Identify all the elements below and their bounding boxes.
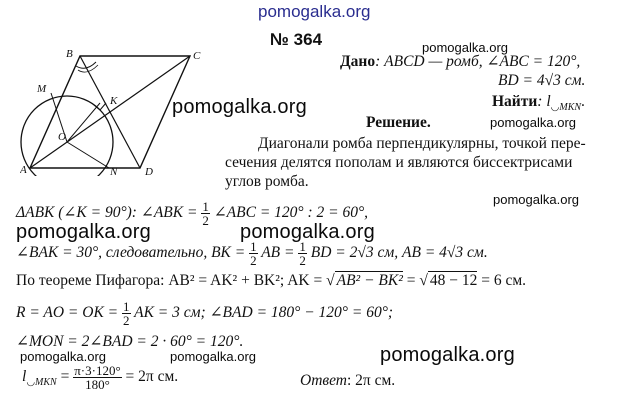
- paragraph-line2: сечения делятся пополам и являются биссектрисами: [225, 154, 573, 171]
- find-end: .: [581, 93, 585, 110]
- eq4-suffix: AK = 3 см; ∠BAD = 180° − 120° = 60°;: [134, 304, 394, 322]
- answer-label: Ответ: [300, 372, 347, 389]
- eq6-sub: ◡MKN: [26, 377, 57, 389]
- watermark-left: pomogalka.org: [16, 221, 151, 243]
- eq2-frac1-num: 1: [250, 239, 257, 254]
- find-line: [492, 93, 585, 113]
- eq4-fraction: [122, 300, 131, 327]
- eq1-suffix: ∠ABC = 120° : 2 = 60°,: [213, 204, 369, 222]
- label-a: A: [20, 164, 27, 176]
- eq1-fraction: [201, 200, 210, 227]
- right-angle-mark: [94, 103, 106, 110]
- eq2-mid: AB =: [261, 244, 295, 262]
- find-label: Найти: [492, 93, 538, 110]
- eq3-sqrt1: AB² − BK²: [336, 272, 403, 289]
- eq1-prefix: ΔABK (∠K = 90°): ∠ABK =: [16, 204, 198, 222]
- diagonal-bd: [80, 56, 140, 168]
- watermark-mid: pomogalka.org: [240, 221, 375, 243]
- segment-on: [67, 142, 109, 168]
- watermark-bottom-left: pomogalka.org: [20, 349, 106, 364]
- watermark-given: pomogalka.org: [422, 40, 508, 55]
- eq3-prefix: По теореме Пифагора: AB² = AK² + BK²; AK =: [16, 272, 323, 289]
- given-line1: [340, 52, 580, 71]
- label-k: K: [110, 95, 118, 107]
- answer-text: : 2π см.: [346, 372, 396, 389]
- eq6-suffix: = 2π см.: [125, 368, 179, 386]
- watermark-solution: pomogalka.org: [490, 115, 576, 130]
- eq6-eq: =: [60, 368, 70, 386]
- equation-4: [16, 300, 393, 327]
- eq6-fraction: [73, 364, 121, 391]
- problem-number: № 364: [270, 30, 323, 49]
- eq2-frac1-den: 2: [250, 253, 257, 268]
- equation-5: ∠MON = 2∠BAD = 2 · 60° = 120°.: [16, 333, 244, 350]
- eq1-frac-num: 1: [202, 199, 209, 214]
- equation-3: [16, 272, 526, 290]
- label-m: M: [37, 83, 47, 95]
- eq2-prefix: ∠BAK = 30°, следовательно, BK =: [16, 244, 246, 262]
- watermark-top: pomogalka.org: [258, 2, 371, 21]
- given-line2: BD = 4√3 см.: [498, 72, 586, 89]
- eq2-frac2-den: 2: [299, 253, 306, 268]
- find-text: : l: [537, 93, 551, 110]
- watermark-bottom-right: pomogalka.org: [380, 344, 515, 366]
- label-b: B: [66, 48, 73, 60]
- equation-6: [22, 364, 178, 391]
- eq3-sqrt2: 48 − 12: [429, 272, 478, 289]
- solution-heading: Решение.: [366, 114, 431, 131]
- label-d: D: [145, 166, 153, 176]
- watermark-bottom-mid: pomogalka.org: [170, 349, 256, 364]
- label-o: O: [58, 131, 66, 143]
- watermark-center: pomogalka.org: [172, 96, 307, 118]
- sqrt-sign-1: √: [326, 272, 335, 289]
- label-n: N: [110, 166, 118, 176]
- eq1-frac-den: 2: [202, 213, 209, 228]
- answer-line: [300, 372, 395, 390]
- eq3-eq: =: [406, 272, 416, 289]
- find-sub: ◡MKN: [550, 102, 582, 114]
- eq4-prefix: R = AO = OK =: [16, 304, 119, 322]
- given-label: Дано: [340, 53, 376, 70]
- eq2-fraction-2: [298, 240, 307, 267]
- given-text1: : ABCD — ромб, ∠ABC = 120°,: [375, 53, 581, 70]
- eq4-frac-den: 2: [123, 313, 130, 328]
- watermark-paragraph: pomogalka.org: [493, 192, 579, 207]
- eq4-frac-num: 1: [123, 299, 130, 314]
- paragraph-line3: углов ромба.: [225, 173, 309, 190]
- eq2-suffix: BD = 2√3 см, AB = 4√3 см.: [310, 244, 488, 262]
- eq6-l: l: [22, 368, 27, 386]
- label-c: C: [193, 50, 201, 62]
- eq2-frac2-num: 1: [299, 239, 306, 254]
- sqrt-sign-2: √: [419, 272, 428, 289]
- eq6-frac-num: π·3·120°: [74, 363, 121, 378]
- paragraph-line1: Диагонали ромба перпендикулярны, точкой пере-: [258, 135, 586, 152]
- equation-2: [16, 240, 488, 267]
- eq6-frac-den: 180°: [85, 377, 110, 392]
- eq3-suffix: = 6 см.: [481, 272, 527, 289]
- eq2-fraction-1: [249, 240, 258, 267]
